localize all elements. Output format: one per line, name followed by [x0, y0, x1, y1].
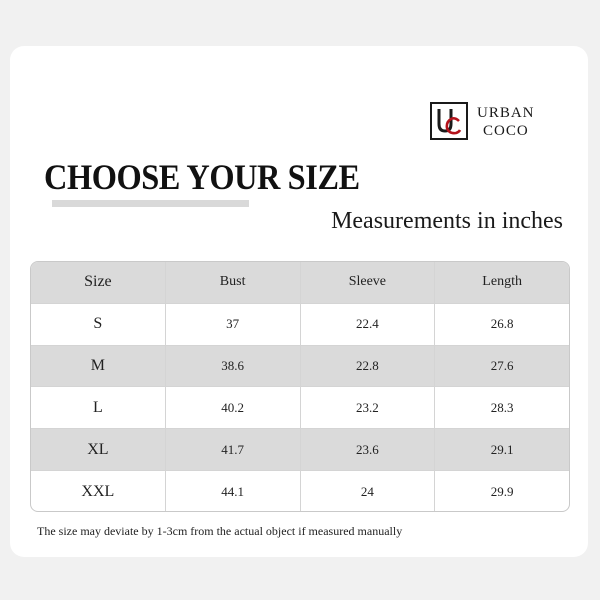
- length-cell: 26.8: [490, 316, 514, 332]
- table-row: [31, 471, 569, 512]
- header-length: Length: [482, 274, 522, 290]
- table-row: [31, 304, 569, 346]
- size-cell: S: [31, 304, 166, 345]
- measurement-disclaimer: The size may deviate by 1-3cm from the actual object if measured manually: [37, 524, 403, 538]
- page-title: CHOOSE YOUR SIZE: [44, 157, 360, 197]
- table-row: [31, 346, 569, 388]
- brand-monogram: [430, 102, 468, 140]
- brand-name-line2: COCO: [483, 123, 529, 139]
- header-sleeve: Sleeve: [301, 262, 436, 303]
- brand-name-line1: URBAN: [477, 105, 535, 121]
- header-bust: Bust: [166, 262, 301, 303]
- bust-cell: 37: [166, 304, 301, 345]
- size-cell: XXL: [31, 471, 166, 512]
- measurement-unit-label: Measurements in inches: [331, 208, 563, 234]
- sleeve-cell: 24: [301, 471, 436, 512]
- title-underline: [52, 200, 249, 207]
- length-cell: 29.9: [490, 483, 514, 499]
- bust-cell: 38.6: [166, 346, 301, 387]
- table-row: [31, 429, 569, 471]
- length-cell: 27.6: [490, 357, 514, 373]
- size-cell: XL: [31, 429, 166, 470]
- brand-logo: [430, 102, 570, 146]
- size-cell: M: [31, 346, 166, 387]
- sleeve-cell: 22.8: [301, 346, 436, 387]
- table-row: [31, 387, 569, 429]
- monogram-icon: [432, 104, 466, 138]
- length-cell: 29.1: [490, 441, 514, 457]
- bust-cell: 41.7: [166, 429, 301, 470]
- header-size: Size: [31, 262, 166, 303]
- sleeve-cell: 23.6: [301, 429, 436, 470]
- size-table: [30, 261, 570, 512]
- sleeve-cell: 23.2: [301, 387, 436, 428]
- sleeve-cell: 22.4: [301, 304, 436, 345]
- bust-cell: 44.1: [166, 471, 301, 512]
- table-header-row: [31, 262, 569, 304]
- bust-cell: 40.2: [166, 387, 301, 428]
- length-cell: 28.3: [490, 399, 514, 415]
- size-cell: L: [31, 387, 166, 428]
